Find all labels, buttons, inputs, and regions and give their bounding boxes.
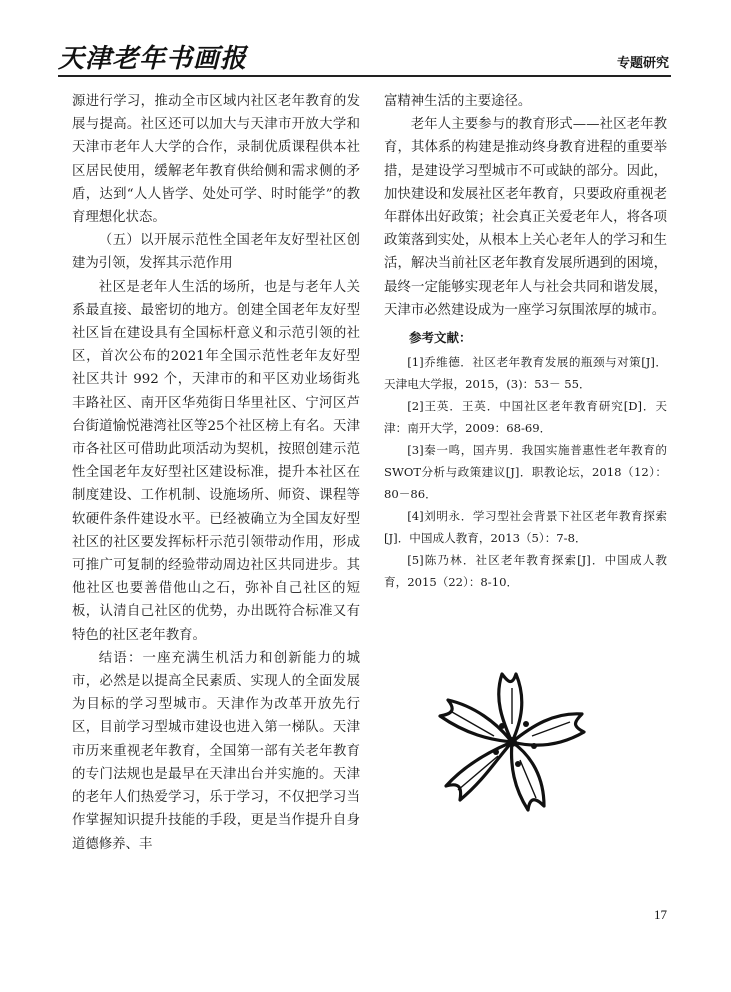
masthead: 天津老年书画报: [58, 44, 248, 74]
paragraph: （五）以开展示范性全国老年友好型社区创建为引领，发挥其示范作用: [72, 233, 360, 272]
flower-icon: [432, 660, 592, 825]
page-number: 17: [654, 907, 667, 922]
paragraph: 社区是老年人生活的场所，也是与老年人关系最直接、最密切的地方。创建全国老年友好型社区旨在建设具有全国标杆意义和示范引领的社区，首次公布的2021年全国示范性老年友好型社区共计 992 个，天津市的和平区劝业场街兆丰路社区、南开区华苑街日华里社区、宁河区芦台街道愉悦港湾社区等25个社区榜上有名。天津市各社区可借助此项活动为契机，按照创建示范性全国老年友好型社区建设标准，提升本社区在制度建设、工作机制、设施场所、师资、课程等软硬件条件建设水平。已经被确立为全国友好型社区的社区要发挥标杆示范引领带动作用，形成可推广可复制的经验带动周边社区共同进步。其他社区也要善借他山之石，弥补自己社区的短板，认清自己社区的优势，办出既符合标准又有特色的社区老年教育。: [72, 279, 360, 643]
references-title: 参考文献：: [409, 330, 472, 346]
reference-item: [1]乔维德．社区老年教育发展的瓶颈与对策[J]．天津电大学报，2015，(3)：53－ 55．: [384, 355, 667, 392]
reference-item: [5]陈乃林．社区老年教育探索[J]．中国成人教育，2015（22）：8-10．: [384, 553, 667, 590]
paragraph: 源进行学习，推动全市区域内社区老年教育的发展与提高。社区还可以加大与天津市开放大学和天津市老年人大学的合作，录制优质课程供本社区居民使用，缓解老年教育供给侧和需求侧的矛盾，达到“人人皆学、处处可学、时时能学”的教育理想化状态。: [72, 94, 360, 226]
paragraph: 结语：一座充满生机活力和创新能力的城市，必然是以提高全民素质、实现人的全面发展为目标的学习型城市。天津作为改革开放先行区，目前学习型城市建设也进入第一梯队。天津市历来重视老年教育，全国第一部有关老年教育的专门法规也是最早在天津出台并实施的。天津的老年人们热爱学习，乐于学习，不仅把学习当作掌握知识提升技能的手段，更是当作提升自身道德修养、丰: [72, 650, 360, 852]
paragraph: 富精神生活的主要途径。: [384, 94, 532, 109]
right-column: [384, 90, 667, 593]
reference-item: [2]王英．王英．中国社区老年教育研究[D]．天津：南开大学，2009：68-69．: [384, 399, 667, 436]
paragraph: 老年人主要参与的教育形式——社区老年教育，其体系的构建是推动终身教育进程的重要举措，是建设学习型城市不可或缺的部分。因此，加快建设和发展社区老年教育，只要政府重视老年群体出好政策；社会真正关爱老年人，将各项政策落到实处，从根本上关心老年人的学习和生活，解决当前社区老年教育发展所遇到的困境，最终一定能够实现老年人与社会共同和谐发展，天津市必然建设成为一座学习氛围浓厚的城市。: [384, 117, 667, 318]
header-rule: [58, 75, 671, 77]
left-column: [72, 90, 360, 856]
reference-item: [4]刘明永．学习型社会背景下社区老年教育探索[J]．中国成人教育，2013（5）：7-8．: [384, 509, 667, 546]
section-tag: 专题研究: [616, 56, 669, 71]
reference-item: [3]秦一鸣，国卉男．我国实施普惠性老年教育的SWOT分析与政策建议[J]．职教论坛，2018（12）：80－86．: [384, 443, 667, 502]
